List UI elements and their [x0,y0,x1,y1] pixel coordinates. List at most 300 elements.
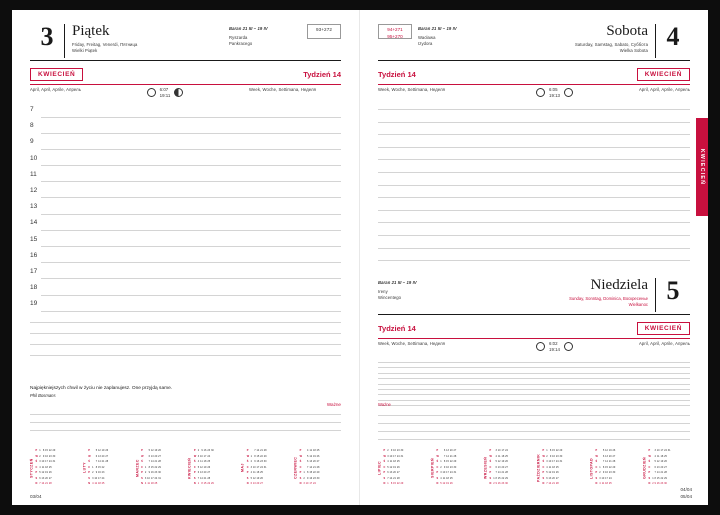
mini-calendar-day: 30 [400,449,404,453]
mini-calendar-day: 29 [612,465,616,469]
mini-calendar-day: 24 [608,476,612,480]
weekday-initial: N [595,482,598,486]
mini-calendar-day: 15 [393,482,396,486]
week-translations: Week, Woche, Settimana, Неделя [378,87,446,92]
writing-line[interactable] [378,439,690,440]
right-top-line-grid[interactable] [378,102,690,266]
mini-calendar [186,449,237,487]
writing-line-row[interactable] [378,190,690,203]
mini-calendar-day: 17 [309,482,313,486]
hour-row[interactable] [30,218,341,234]
hour-row[interactable] [30,299,341,315]
mini-calendar-day: 23 [660,482,664,486]
mini-calendar-day: 12 [389,465,393,469]
weekday-initial: Ś [88,460,90,464]
writing-line[interactable] [378,172,690,173]
mini-calendar-day: 21 [501,471,505,475]
mini-calendar-day: 28 [505,471,508,475]
mini-calendar-grid [542,449,563,487]
mini-calendar-day: 28 [664,471,667,475]
mini-calendar-day: 5 [197,465,200,469]
hour-row[interactable] [30,283,341,299]
mini-calendar-day: 17 [660,449,664,453]
hour-row[interactable] [30,154,341,170]
mini-calendar-day: 25 [154,482,158,486]
left-notes-block[interactable] [30,402,341,431]
writing-line[interactable] [30,322,341,323]
writing-line-row[interactable] [378,416,690,424]
mini-calendar-day [105,482,109,487]
weekday-initial: W [383,454,386,458]
sun-icon [536,342,545,351]
quote-author: Phil Bosmans [30,393,56,399]
mini-calendar-day: 28 [453,454,457,458]
hour-row[interactable] [30,186,341,202]
mini-calendar-day: 2 [387,449,389,453]
day-count-top: 94+271 [387,27,403,32]
mini-calendar-day: 26 [207,465,211,469]
hour-row[interactable] [30,105,341,121]
mini-calendar-day: 19 [393,465,396,469]
mini-calendar-day: 18 [393,460,396,464]
mini-calendar-day: 7 [307,465,309,469]
weekday-initial: C [299,465,302,469]
weekday-initial: P [141,449,143,453]
writing-line[interactable] [41,149,341,150]
mini-calendar-day: 1 [652,476,654,480]
weekday-initial: S [246,476,249,480]
mini-calendar-day: 25 [396,460,400,464]
mini-calendar-month-label: STYCZEŃ [29,458,34,478]
mini-calendar-day: 23 [101,471,105,475]
weekday-initial: C [595,465,598,469]
mini-calendar-day: 8 [201,482,203,486]
mini-calendar-day: 13 [656,465,660,469]
hour-row[interactable] [30,251,341,267]
mini-calendar-day: 4 [387,460,389,464]
mini-calendar-day: 19 [501,460,505,464]
mini-calendar-day: 5 [602,449,605,453]
month-badge: KWIECIEŃ [637,322,690,335]
weekday-initial: P [88,471,90,475]
writing-line-row[interactable] [30,415,341,423]
mini-calendar-day: 9 [307,476,309,480]
mini-calendar-day: 2 [144,471,147,475]
mini-calendar-day: 9 [443,465,446,469]
mini-calendar-day: 25 [664,454,667,458]
week-label: Tydzień 14 [303,70,341,79]
mini-calendar-day: 17 [393,454,396,458]
mini-calendar-row [648,482,671,487]
hour-label: 14 [30,219,38,227]
mini-calendar-day: 8 [307,471,309,475]
mini-calendar-day: 25 [101,482,105,486]
weekday-initial: P [383,449,386,453]
writing-line-row[interactable] [30,315,341,326]
sunset-time: 19:14 [549,346,560,352]
hour-row[interactable] [30,121,341,137]
mini-calendar-day: 25 [316,449,320,453]
mini-calendar-day: 27 [555,476,559,480]
mini-calendar-day: 13 [605,454,608,458]
right-bottom-line-grid[interactable] [378,355,690,404]
mini-calendar-day: 10 [147,476,150,480]
mini-calendar-day: 20 [312,460,316,464]
writing-line-row[interactable] [378,140,690,153]
hour-row[interactable] [30,267,341,283]
writing-line-row[interactable] [30,348,341,359]
astro-block [536,87,573,99]
mini-calendar-day: 11 [601,482,605,486]
writing-line[interactable] [378,109,690,110]
mini-calendar-day: 1 [39,449,41,453]
writing-line[interactable] [30,355,341,356]
mini-calendar-day: 10 [389,454,393,458]
mini-calendar-day: 19 [446,482,449,486]
mini-calendar-day: 28 [48,482,52,486]
writing-line-row[interactable] [378,203,690,216]
mini-calendar-day: 5 [440,482,442,486]
mini-calendar-day: 19 [203,465,207,469]
mini-calendar-day: 31 [667,449,671,453]
mini-calendar-day: 7 [387,476,389,480]
writing-line[interactable] [41,117,341,118]
mini-calendar-row [88,482,109,487]
mini-calendar-day: 20 [101,454,105,458]
mini-calendar-day: 31 [158,476,161,480]
mini-calendar-day: 29 [559,449,563,453]
mini-calendar-day: 22 [608,465,612,469]
mini-calendar-day: 20 [393,471,396,475]
mini-calendar-day: 5 [95,449,98,453]
mini-calendar-day: 9 [495,482,497,486]
right-bottom-month-week-band [378,322,690,353]
mini-calendar-day: 25 [505,454,508,458]
mini-calendar-day: 5 [654,460,656,464]
writing-line-row[interactable] [378,215,690,228]
mini-calendar-row [35,482,56,487]
mini-calendar-day: 24 [101,476,105,480]
mini-calendar-row [193,482,214,487]
writing-line[interactable] [378,147,690,148]
mini-calendar-day: 26 [664,460,667,464]
mini-calendars-right [376,449,692,487]
mini-calendar-day: 14 [256,449,260,453]
mini-calendar-day: 5 [307,454,309,458]
mini-calendar-day: 27 [316,460,320,464]
left-hour-grid[interactable] [30,105,341,359]
mini-calendar-day: 29 [52,449,56,453]
writing-line[interactable] [378,159,690,160]
mini-calendar-day: 8 [549,449,552,453]
mini-calendar-day: 10 [200,454,203,458]
mini-calendar-day: 20 [552,476,555,480]
mini-calendar-day: 22 [396,482,400,486]
mini-calendar-day: 27 [664,465,667,469]
hour-row[interactable] [30,137,341,153]
mini-calendar-row [489,482,508,487]
mini-calendar-day: 24 [260,465,263,469]
weekday-initial: P [542,471,545,475]
writing-line[interactable] [41,295,341,296]
mini-calendar-day: 4 [144,482,147,486]
writing-line-row[interactable] [378,408,690,416]
week-label: Tydzień 14 [378,324,416,333]
mini-calendar-day: 22 [260,454,263,458]
mini-calendar-day: 23 [154,471,158,475]
weekday-initial: W [299,454,302,458]
writing-line[interactable] [41,181,341,182]
mini-calendar-day: 24 [664,449,667,453]
writing-line[interactable] [378,235,690,236]
weekday-initial: C [88,465,91,469]
weekday-initial: Ś [246,460,249,464]
mini-calendar-day: 31 [559,460,563,464]
mini-calendar-day: 21 [608,460,612,464]
mini-calendar-grid [141,449,162,487]
weekday-initial: W [489,454,492,458]
writing-line[interactable] [41,197,341,198]
mini-calendar-day: 29 [263,454,267,458]
mini-calendar-day: 8 [495,476,497,480]
writing-line[interactable] [41,311,341,312]
zodiac-sign: Baran 21 III – 19 IV [378,280,417,285]
writing-line-row[interactable] [378,241,690,254]
mini-calendar-day: 21 [660,471,664,475]
weekday-initial: Ś [299,460,302,464]
mini-calendar-day: 21 [45,482,48,486]
mini-calendar-day: 14 [200,476,203,480]
mini-calendar [81,449,132,487]
mini-calendar-day: 22 [48,449,52,453]
mini-calendar [482,449,533,487]
left-page [12,10,360,505]
writing-line[interactable] [378,122,690,123]
mini-calendar-day: 15 [497,476,501,480]
writing-line[interactable] [30,430,341,431]
mini-calendar-day: 17 [45,460,48,464]
mini-calendar-day: 15 [98,465,101,469]
writing-line-row[interactable] [378,115,690,128]
writing-line-row[interactable] [378,127,690,140]
mini-calendar-day: 6 [95,454,98,458]
weekday-initial: C [383,465,386,469]
mini-calendar-day: 16 [605,471,608,475]
writing-line[interactable] [30,344,341,345]
writing-line[interactable] [41,214,341,215]
writing-line[interactable] [41,278,341,279]
mini-calendar-day: 15 [203,482,207,486]
mini-calendar [429,449,480,487]
mini-calendar-day: 10 [656,449,660,453]
writing-line-row[interactable] [378,165,690,178]
weekday-initial: Ś [35,460,38,464]
weekday-initial: S [648,476,651,480]
month-thumb-tab-label: KWIECIEŃ [699,148,705,186]
mini-calendar-day: 13 [98,454,101,458]
namedays-2: Pankracego [229,41,253,47]
mini-calendar-day: 1 [440,460,442,464]
mini-calendar-day: 17 [501,449,505,453]
mini-calendar-day: 2 [303,476,305,480]
mini-calendar-day: 2 [440,465,442,469]
mini-calendar-month-label: SIERPIEŃ [430,458,435,478]
writing-line[interactable] [41,230,341,231]
weekday-initial: P [246,471,249,475]
left-day-header [30,24,341,60]
month-translations: April, April, Aprile, Апрель [639,341,690,346]
mini-calendar-day: 29 [453,460,457,464]
writing-line[interactable] [378,222,690,223]
mini-calendar-day: 16 [497,482,501,486]
mini-calendar-day: 15 [256,454,260,458]
mini-calendar-day: 14 [389,476,393,480]
mini-calendar-day: 24 [207,454,211,458]
weekday-initial: N [193,482,196,486]
mini-calendar-day: 9 [42,454,45,458]
mini-calendar-day: 22 [207,482,211,486]
hour-row[interactable] [30,202,341,218]
mini-calendar-grid [246,449,267,487]
mini-calendar-day: 10 [601,476,605,480]
writing-line-row[interactable] [378,152,690,165]
mini-calendar-day: 30 [664,482,667,486]
right-page [360,10,708,505]
writing-line[interactable] [378,260,690,261]
weekday-initial: N [542,482,545,486]
mini-calendar-day: 13 [548,476,552,480]
mini-calendar-day: 7 [602,460,605,464]
mini-calendar-day: 20 [608,454,612,458]
mini-calendar-day: 26 [555,471,559,475]
month-translations: April, April, Aprile, Апрель [30,87,81,92]
sun-icon [147,88,156,97]
weekday-initial: W [88,454,91,458]
mini-calendar-day: 8 [390,482,393,486]
writing-line-row[interactable] [378,424,690,432]
writing-line-row[interactable] [30,337,341,348]
weekday-initial: W [542,454,545,458]
mini-calendar-day: 29 [664,476,667,480]
mini-calendar-day: 25 [207,460,211,464]
writing-line[interactable] [378,134,690,135]
writing-line[interactable] [41,246,341,247]
mini-calendar-month-label: CZERWIEC [293,456,298,480]
mini-calendar-day: 23 [260,460,263,464]
mini-calendar-day: 14 [150,460,154,464]
hour-label: 16 [30,251,38,259]
mini-calendar-day: 2 [652,482,654,486]
mini-calendar-day: 9 [654,482,656,486]
mini-calendar-day: 10 [548,460,552,464]
writing-line[interactable] [378,210,690,211]
mini-calendar-day: 28 [158,460,161,464]
mini-calendar-day: 22 [449,460,453,464]
writing-line-row[interactable] [378,178,690,191]
weekday-initial: S [595,476,598,480]
mini-calendar-day: 7 [654,471,656,475]
mini-calendar-day: 25 [260,471,263,475]
mini-calendar-day: 12 [497,460,501,464]
mini-calendar-day: 11 [389,460,393,464]
mini-calendar-day: 3 [546,460,548,464]
moon-icon [564,88,573,97]
mini-calendar-row [542,482,563,487]
mini-calendar-day: 30 [158,471,161,475]
sunrise-time: 6:07 [159,87,169,92]
mini-calendar-day: 17 [98,476,101,480]
mini-calendar-day: 22 [555,449,559,453]
hour-label: 7 [30,106,34,113]
mini-calendar-day: 16 [256,460,260,464]
weekday-initial: S [436,476,439,480]
right-notes-block[interactable] [378,402,690,440]
mini-calendar-day: 15 [309,471,313,475]
mini-calendar-day: 8 [602,465,605,469]
hour-row[interactable] [30,170,341,186]
writing-line[interactable] [378,197,690,198]
mini-calendar-day: 8 [148,465,150,469]
mini-calendar-day: 11 [497,454,501,458]
weekday-initial: S [35,476,38,480]
mini-calendar-day: 9 [201,449,203,453]
mini-calendar-day: 4 [307,449,309,453]
mini-calendar-grid [193,449,214,487]
mini-calendar-day: 31 [453,471,457,475]
writing-line[interactable] [41,165,341,166]
mini-calendar-day: 4 [250,471,252,475]
hour-label: 13 [30,203,38,211]
mini-calendar-day: 3 [39,460,41,464]
hour-row[interactable] [30,235,341,251]
mini-calendar-day: 20 [256,482,260,486]
weekday-initial: N [299,482,302,486]
mini-calendar-day: 15 [605,465,608,469]
mini-calendar-grid [648,449,671,487]
weekday-initial: P [436,449,439,453]
writing-line[interactable] [378,248,690,249]
writing-line-row[interactable] [378,228,690,241]
mini-calendar-day: 29 [505,476,508,480]
hour-label: 19 [30,300,38,308]
mini-calendar-day: 10 [442,471,446,475]
mini-calendar-day: 7 [495,471,497,475]
weekday-initial: C [542,465,545,469]
writing-line[interactable] [378,185,690,186]
weekday-initial: P [193,449,196,453]
mini-calendar-row [383,482,404,487]
mini-calendar-day: 2 [546,454,548,458]
mini-calendar-day: 25 [608,482,612,486]
writing-line-row[interactable] [30,407,341,415]
day-number: 4 [666,22,680,51]
writing-line-row[interactable] [30,326,341,337]
weekday-initial: P [489,471,492,475]
weekday-initial: N [88,482,91,486]
writing-line-row[interactable] [378,102,690,115]
writing-line[interactable] [41,262,341,263]
writing-line-row[interactable] [378,432,690,440]
writing-line[interactable] [41,133,341,134]
weekday-initial: Ś [489,460,492,464]
weekday-initial: C [436,465,439,469]
weekday-initial: P [595,471,598,475]
writing-line-row[interactable] [30,423,341,431]
writing-line[interactable] [30,333,341,334]
writing-line-row[interactable] [378,253,690,266]
month-thumb-tab[interactable] [696,118,708,216]
mini-calendar-day: 13 [41,476,45,480]
